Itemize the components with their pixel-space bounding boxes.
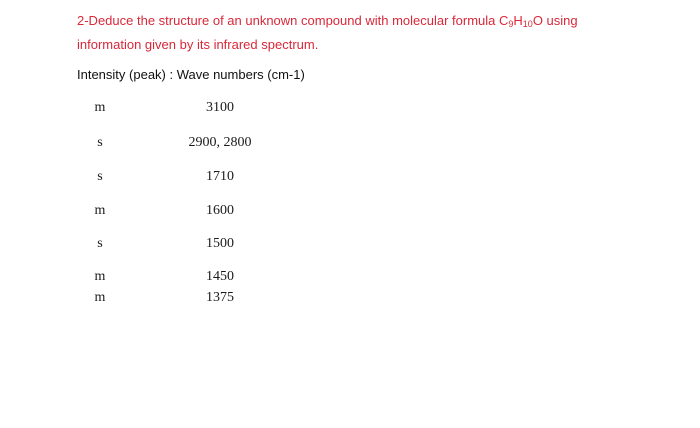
peak-row: [0, 202, 700, 220]
peak-intensity: m: [94, 290, 106, 305]
peak-row: [0, 168, 700, 186]
question-prefix: 2-Deduce the structure of an unknown compound with molecular formula C: [77, 13, 509, 28]
peak-wavenumber: 1450: [206, 269, 234, 284]
peak-intensity: m: [94, 203, 106, 218]
peak-wavenumber: 1710: [206, 169, 234, 184]
oxygen-symbol: O: [532, 13, 543, 28]
peak-wavenumber: 3100: [206, 100, 234, 115]
question-suffix: using: [542, 13, 578, 28]
peak-intensity: s: [97, 169, 103, 184]
peak-wavenumber: 1375: [206, 290, 234, 305]
hydrogen-symbol: H: [513, 13, 523, 28]
question-text: [77, 9, 677, 57]
peak-wavenumber: 1600: [206, 203, 234, 218]
peak-intensity: s: [97, 135, 103, 150]
peak-row: [0, 289, 700, 307]
peak-row: [0, 99, 700, 117]
question-line-2: information given by its infrared spectrum.: [77, 37, 319, 52]
peak-wavenumber: 2900, 2800: [188, 135, 252, 150]
peak-row: [0, 268, 700, 286]
carbon-count: 9: [508, 19, 514, 29]
peak-wavenumber: 1500: [206, 236, 234, 251]
peak-row: [0, 134, 700, 152]
peak-intensity: m: [94, 100, 106, 115]
table-intro: Intensity (peak) : Wave numbers (cm-1): [77, 67, 305, 82]
peak-intensity: s: [97, 236, 103, 251]
hydrogen-count: 10: [522, 19, 533, 29]
peak-row: [0, 235, 700, 253]
peak-intensity: m: [94, 269, 106, 284]
